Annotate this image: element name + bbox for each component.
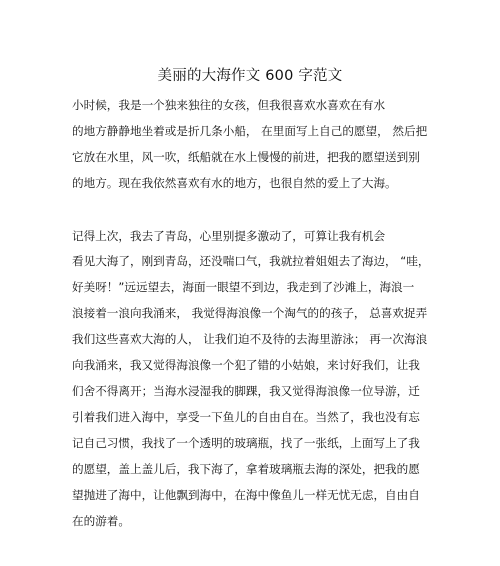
text-line: 的地方静静地坐着或是折几条小船， 在里面写上自己的愿望， 然后把 (72, 124, 428, 138)
text-line: 在的游着。 (72, 514, 130, 528)
text-line: 记自己习惯，我找了一个透明的玻璃瓶，找了一张纸，上面写上了我 (72, 436, 420, 450)
text-line: 浪接着一浪向我涌来， 我觉得海浪像一个淘气的的孩子， 总喜欢捉弄 (72, 306, 428, 320)
text-line: 向我涌来，我又觉得海浪像一个犯了错的小姑娘，来讨好我们，让我 (72, 358, 420, 372)
text-line: 的愿望，盖上盖儿后，我下海了，拿着玻璃瓶去海的深处，把我的愿 (72, 462, 420, 476)
text-line: 的地方。现在我依然喜欢有水的地方，也很自然的爱上了大海。 (72, 176, 397, 190)
text-line: 它放在水里，风一吹，纸船就在水上慢慢的前进，把我的愿望送到别 (72, 150, 420, 164)
document-title: 美丽的大海作文 600 字范文 (157, 68, 343, 84)
text-line: 看见大海了，刚到青岛，还没喘口气，我就拉着姐姐去了海边， “哇， (72, 254, 430, 268)
text-line: 们舍不得离开；当海水浸湿我的脚踝，我又觉得海浪像一位导游，迁 (72, 384, 420, 398)
text-line: 望抛进了海中，让他飘到海中，在海中像鱼儿一样无忧无虑，自由自 (72, 488, 420, 502)
text-line: 好美呀！”远远望去，海面一眼望不到边，我走到了沙滩上，海浪一 (72, 280, 415, 294)
text-line: 引着我们进入海中，享受一下鱼儿的自由自在。当然了，我也没有忘 (72, 410, 420, 424)
text-line: 小时候，我是一个独来独往的女孩，但我很喜欢水喜欢在有水 (72, 98, 386, 112)
text-line: 记得上次，我去了青岛，心里别提多激动了，可算让我有机会 (72, 229, 386, 243)
text-line: 我们这些喜欢大海的人， 让我们迫不及待的去海里游泳； 再一次海浪 (72, 332, 428, 346)
